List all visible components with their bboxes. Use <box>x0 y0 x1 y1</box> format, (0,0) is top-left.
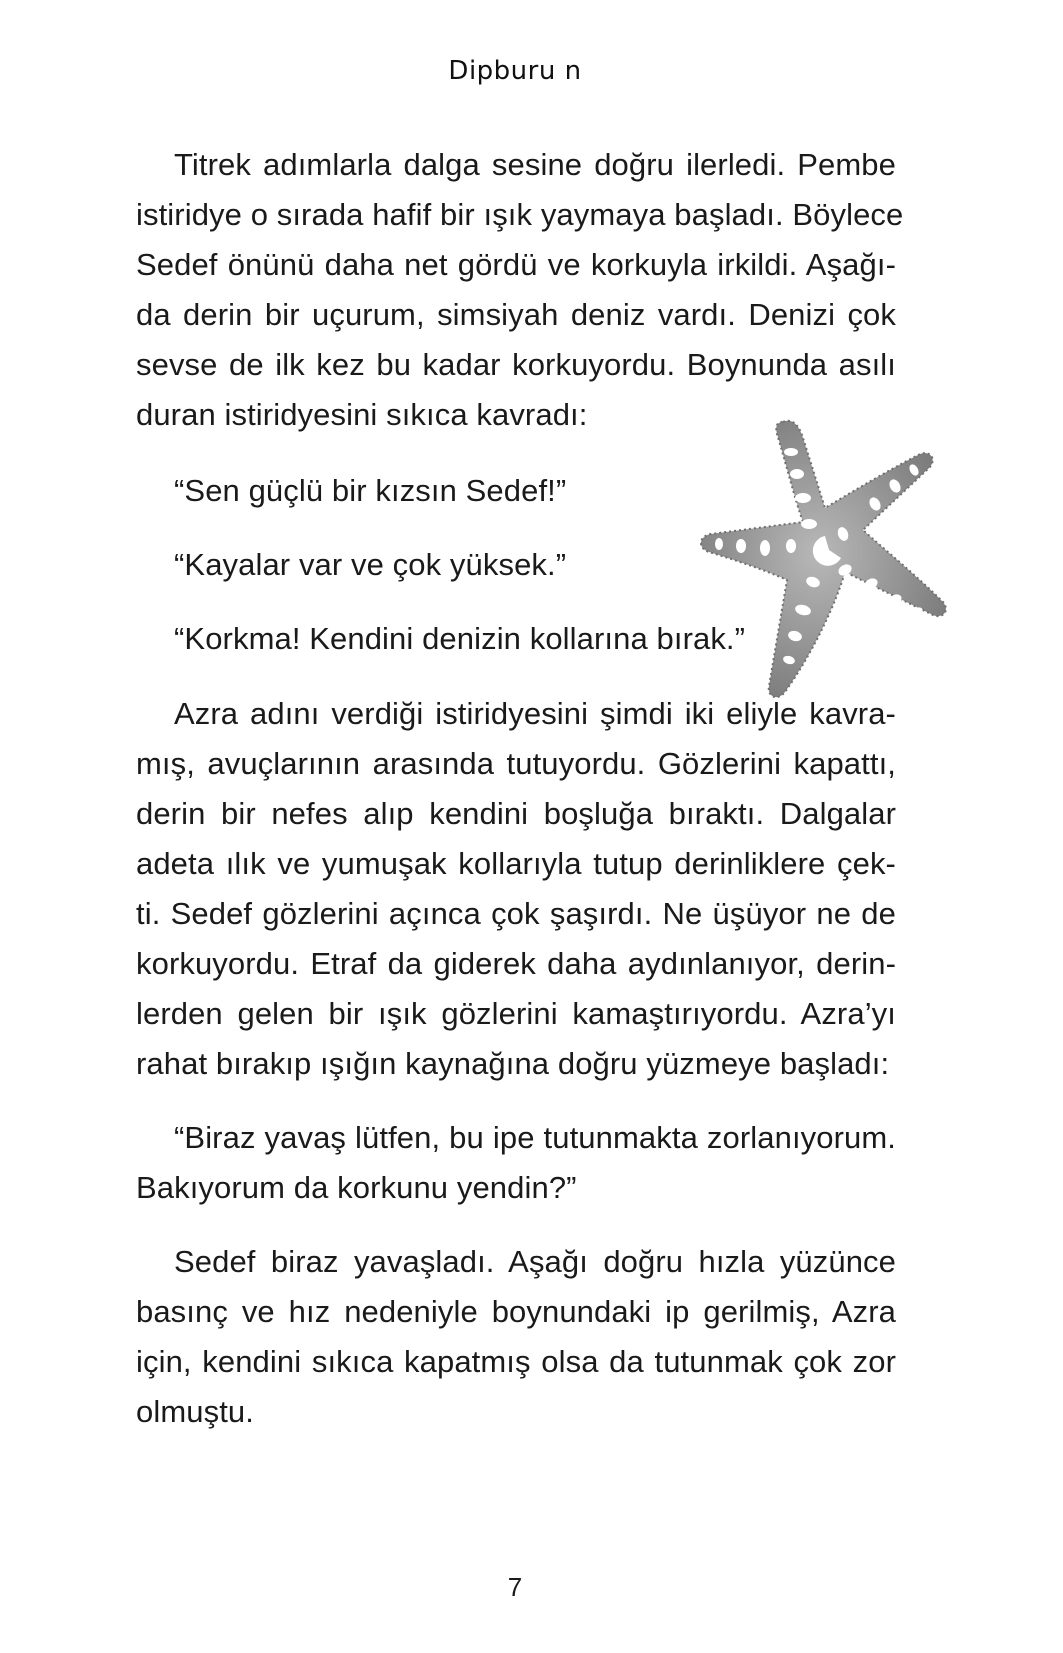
paragraph-1-line-1: Titrek adımlarla dalga sesine doğru ilerledi. Pembe <box>174 147 896 182</box>
paragraph-2-line-3: derin bir nefes alıp kendini boşluğa bıraktı. Dalgalar <box>136 796 896 831</box>
dialogue-paragraph-line-2: Bakıyorum da korkunu yendin?” <box>136 1170 577 1205</box>
page-number: 7 <box>507 1572 523 1602</box>
paragraph-3-line-3: için, kendini sıkıca kapatmış olsa da tutunmak çok zor <box>136 1344 896 1379</box>
paragraph-1-line-3: Sedef önünü daha net gördü ve korkuyla irkildi. Aşağı- <box>136 247 896 282</box>
paragraph-2-line-6: korkuyordu. Etraf da giderek daha aydınlanıyor, derin- <box>136 946 896 981</box>
paragraph-1-line-6: duran istiridyesini sıkıca kavradı: <box>136 397 588 432</box>
paragraph-1-line-5: sevse de ilk kez bu kadar korkuyordu. Boynunda asılı <box>136 347 896 382</box>
paragraph-2-line-2: mış, avuçlarının arasında tutuyordu. Gözlerini kapattı, <box>136 746 896 781</box>
paragraph-2-line-5: ti. Sedef gözlerini açınca çok şaşırdı. Ne üşüyor ne de <box>136 896 896 931</box>
paragraph-2-line-4: adeta ılık ve yumuşak kollarıyla tutup derinliklere çek- <box>136 846 896 881</box>
dialogue-line-3: “Korkma! Kendini denizin kollarına bırak.” <box>174 621 746 656</box>
paragraph-3-line-1: Sedef biraz yavaşladı. Aşağı doğru hızla yüzünce <box>174 1244 896 1279</box>
paragraph-2-line-8: rahat bırakıp ışığın kaynağına doğru yüzmeye başladı: <box>136 1046 890 1081</box>
paragraph-2-line-1: Azra adını verdiği istiridyesini şimdi iki eliyle kavra- <box>174 696 896 731</box>
dialogue-line-2: “Kayalar var ve çok yüksek.” <box>174 547 567 582</box>
paragraph-3-line-2: basınç ve hız nedeniyle boynundaki ip gerilmiş, Azra <box>136 1294 896 1329</box>
paragraph-1-line-2: istiridye o sırada hafif bir ışık yaymaya başladı. Böylece <box>136 197 904 232</box>
dialogue-paragraph-line-1: “Biraz yavaş lütfen, bu ipe tutunmakta zorlanıyorum. <box>174 1120 896 1155</box>
paragraph-3-line-4: olmuştu. <box>136 1394 254 1429</box>
paragraph-2-line-7: lerden gelen bir ışık gözlerini kamaştırıyordu. Azra’yı <box>136 996 896 1031</box>
dialogue-line-1: “Sen güçlü bir kızsın Sedef!” <box>174 473 567 508</box>
running-title: Dipburu n <box>448 56 582 86</box>
starfish-icon <box>695 410 950 700</box>
paragraph-1-line-4: da derin bir uçurum, simsiyah deniz vardı. Denizi çok <box>136 297 896 332</box>
